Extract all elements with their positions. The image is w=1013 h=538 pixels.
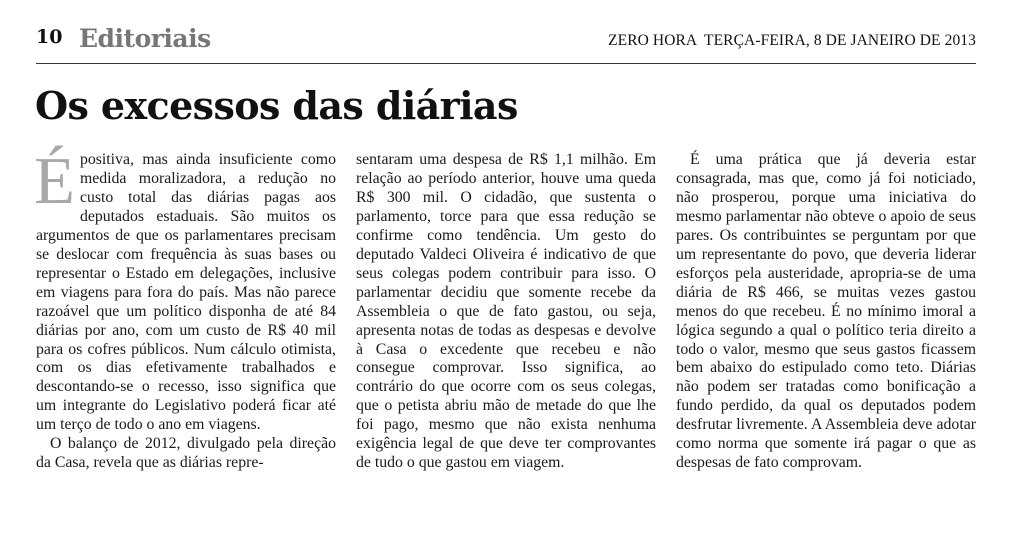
column-1-paragraph-1 [34, 144, 336, 435]
section-title: Editoriais [79, 24, 211, 53]
article-column-1 [34, 144, 336, 473]
publication-dateline: ZERO HORA TERÇA-FEIRA, 8 DE JANEIRO DE 2013 [608, 32, 976, 49]
article-column-3 [676, 151, 976, 473]
page-number: 10 [36, 26, 63, 48]
column-2-paragraph-1: sentaram uma despesa de R$ 1,1 milhão. Em relação ao período anterior, houve uma queda R$ 300 mil. O cidadão, que sustenta o parlamento, torce para que essa redução se confirme como tendência. Um gesto do deputado Valdeci Oliveira é indicativo de que seus colegas podem contribuir para isso. O parlamentar decidiu que somente recebe da Assembleia o que de fato gastou, ou seja, apresenta notas de todas as despesas e devolve à Casa o excedente que recebeu e não consegue comprovar. Isso significa, ao contrário do que ocorre com os seus colegas, que o petista abriu mão de metade do que lhe foi pago, mesmo que não exista nenhuma exigência legal de que deve ter comprovantes de tudo o que gastou em viagem. [356, 151, 656, 472]
page-header [0, 0, 1013, 70]
header-rule [36, 63, 976, 64]
column-3-paragraph-1: É uma prática que já deveria estar consagrada, mas que, como já foi noticiado, não prosperou, porque uma iniciativa do mesmo parlamentar não obteve o apoio de seus pares. Os contribuintes se perguntam por que um representante do povo, que deveria liderar esforços pela austeridade, apropria-se de uma diária de R$ 466, se muitas vezes gastou menos do que recebeu. É no mínimo imoral a lógica segundo a qual o político teria direito a todo o valor, mesmo que seus gastos ficassem bem abaixo do estipulado como teto. Diárias não podem ser tratadas como bonificação a fundo perdido, da qual os deputados podem desfrutar livremente. A Assembleia deve adotar como norma que somente irá pagar o que as despesas de fato comprovam. [676, 151, 976, 472]
article-column-2 [356, 151, 656, 473]
column-1-paragraph-1-text: positiva, mas ainda insuficiente como medida moralizadora, a redução no custo total das diárias pagas aos deputados estaduais. São muitos os argumentos de que os parlamentares precisam se deslocar com frequência às suas bases ou representar o Estado em delegações, inclusive em viagens para fora do país. Mas não parece razoável que um político disponha de até 84 diárias por ano, com um custo de R$ 40 mil para os cofres públicos. Num cálculo otimista, com os dias efetivamente trabalhados e descontando-se o recesso, isso significa que um integrante do Legislativo poderá ficar até um terço de todo o ano em viagens. [36, 151, 336, 434]
column-1-paragraph-2: O balanço de 2012, divulgado pela direção da Casa, revela que as diárias repre- [36, 435, 336, 472]
drop-cap: É [34, 144, 75, 218]
article-headline: Os excessos das diárias [35, 83, 518, 128]
